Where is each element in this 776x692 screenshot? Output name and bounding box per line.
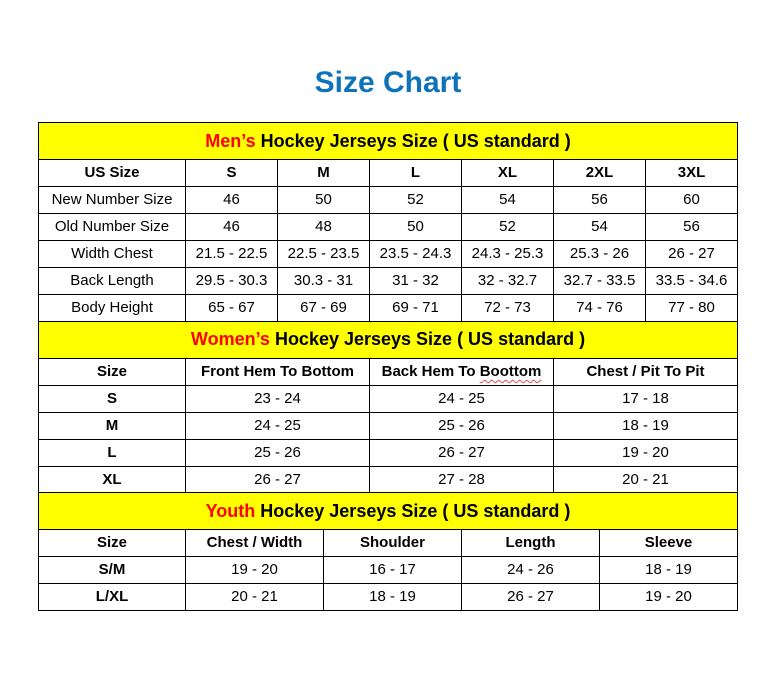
size-value: 27 - 28 <box>370 466 554 493</box>
row-label: L/XL <box>39 584 186 611</box>
size-value: 18 - 19 <box>324 584 462 611</box>
column-header: Chest / Width <box>186 530 324 557</box>
mens-section-title <box>39 123 738 160</box>
mens-section-title-highlight: Men’s <box>205 130 256 151</box>
size-value: 32 - 32.7 <box>462 268 554 295</box>
youth-column-header-row <box>39 530 738 557</box>
youth-section-title-highlight: Youth <box>205 500 256 521</box>
mens-section-header <box>39 123 738 160</box>
size-value: 48 <box>278 214 370 241</box>
womens-table-body <box>39 385 738 493</box>
size-value: 54 <box>554 214 646 241</box>
size-value: 24 - 26 <box>462 557 600 584</box>
size-value: 67 - 69 <box>278 295 370 322</box>
misspelled-word: Boottom <box>479 362 542 380</box>
column-header: Sleeve <box>600 530 738 557</box>
size-value: 23.5 - 24.3 <box>370 241 462 268</box>
row-label: Width Chest <box>39 241 186 268</box>
youth-section-header <box>39 493 738 530</box>
size-value: 52 <box>370 187 462 214</box>
column-header: Chest / Pit To Pit <box>554 358 738 385</box>
column-header: S <box>186 160 278 187</box>
size-value: 20 - 21 <box>186 584 324 611</box>
size-value: 17 - 18 <box>554 385 738 412</box>
size-value: 30.3 - 31 <box>278 268 370 295</box>
size-chart-tables <box>38 122 738 611</box>
size-value: 19 - 20 <box>554 439 738 466</box>
mens-section-title-rest: Hockey Jerseys Size ( US standard ) <box>255 130 571 151</box>
size-value: 50 <box>370 214 462 241</box>
table-row <box>39 557 738 584</box>
size-value: 22.5 - 23.5 <box>278 241 370 268</box>
size-value: 29.5 - 30.3 <box>186 268 278 295</box>
size-value: 20 - 21 <box>554 466 738 493</box>
column-header: 3XL <box>646 160 738 187</box>
size-value: 56 <box>646 214 738 241</box>
size-value: 26 - 27 <box>186 466 370 493</box>
page-title: Size Chart <box>314 66 462 99</box>
size-value: 56 <box>554 187 646 214</box>
mens-table-body <box>39 187 738 322</box>
row-label: Body Height <box>39 295 186 322</box>
table-row <box>39 268 738 295</box>
size-value: 26 - 27 <box>462 584 600 611</box>
size-value: 60 <box>646 187 738 214</box>
womens-section-title-highlight: Women’s <box>190 329 270 350</box>
table-row <box>39 187 738 214</box>
column-header: Back Hem To Boottom <box>370 358 554 385</box>
size-value: 26 - 27 <box>646 241 738 268</box>
mens-column-header-row <box>39 160 738 187</box>
womens-size-table <box>38 321 738 494</box>
size-value: 50 <box>278 187 370 214</box>
table-row <box>39 214 738 241</box>
size-value: 18 - 19 <box>554 412 738 439</box>
youth-size-table <box>38 492 738 611</box>
size-value: 69 - 71 <box>370 295 462 322</box>
size-value: 26 - 27 <box>370 439 554 466</box>
row-label: S <box>39 385 186 412</box>
size-value: 32.7 - 33.5 <box>554 268 646 295</box>
row-label: New Number Size <box>39 187 186 214</box>
row-label: S/M <box>39 557 186 584</box>
column-header: 2XL <box>554 160 646 187</box>
mens-size-table <box>38 122 738 322</box>
size-value: 46 <box>186 187 278 214</box>
size-value: 24 - 25 <box>370 385 554 412</box>
row-label: XL <box>39 466 186 493</box>
row-label: Old Number Size <box>39 214 186 241</box>
table-row <box>39 466 738 493</box>
size-value: 25.3 - 26 <box>554 241 646 268</box>
youth-table-body <box>39 557 738 611</box>
column-header: Front Hem To Bottom <box>186 358 370 385</box>
column-header: XL <box>462 160 554 187</box>
size-value: 65 - 67 <box>186 295 278 322</box>
size-value: 23 - 24 <box>186 385 370 412</box>
column-header: Size <box>39 358 186 385</box>
column-header: US Size <box>39 160 186 187</box>
size-value: 19 - 20 <box>600 584 738 611</box>
size-value: 18 - 19 <box>600 557 738 584</box>
table-row <box>39 241 738 268</box>
womens-section-header <box>39 321 738 358</box>
size-value: 24.3 - 25.3 <box>462 241 554 268</box>
table-row <box>39 584 738 611</box>
column-header: Length <box>462 530 600 557</box>
size-value: 72 - 73 <box>462 295 554 322</box>
size-value: 52 <box>462 214 554 241</box>
size-value: 16 - 17 <box>324 557 462 584</box>
column-header: Size <box>39 530 186 557</box>
womens-column-header-row <box>39 358 738 385</box>
youth-section-title-rest: Hockey Jerseys Size ( US standard ) <box>255 500 571 521</box>
size-value: 46 <box>186 214 278 241</box>
size-value: 74 - 76 <box>554 295 646 322</box>
size-value: 54 <box>462 187 554 214</box>
size-value: 25 - 26 <box>370 412 554 439</box>
size-value: 21.5 - 22.5 <box>186 241 278 268</box>
table-row <box>39 385 738 412</box>
womens-section-title-rest: Hockey Jerseys Size ( US standard ) <box>269 329 586 350</box>
column-header: L <box>370 160 462 187</box>
size-value: 33.5 - 34.6 <box>646 268 738 295</box>
column-header: Shoulder <box>324 530 462 557</box>
row-label: L <box>39 439 186 466</box>
size-value: 19 - 20 <box>186 557 324 584</box>
row-label: M <box>39 412 186 439</box>
size-value: 31 - 32 <box>370 268 462 295</box>
row-label: Back Length <box>39 268 186 295</box>
table-row <box>39 412 738 439</box>
womens-section-title <box>39 321 738 358</box>
youth-section-title <box>39 493 738 530</box>
table-row <box>39 439 738 466</box>
size-value: 25 - 26 <box>186 439 370 466</box>
size-value: 24 - 25 <box>186 412 370 439</box>
column-header: M <box>278 160 370 187</box>
size-value: 77 - 80 <box>646 295 738 322</box>
table-row <box>39 295 738 322</box>
